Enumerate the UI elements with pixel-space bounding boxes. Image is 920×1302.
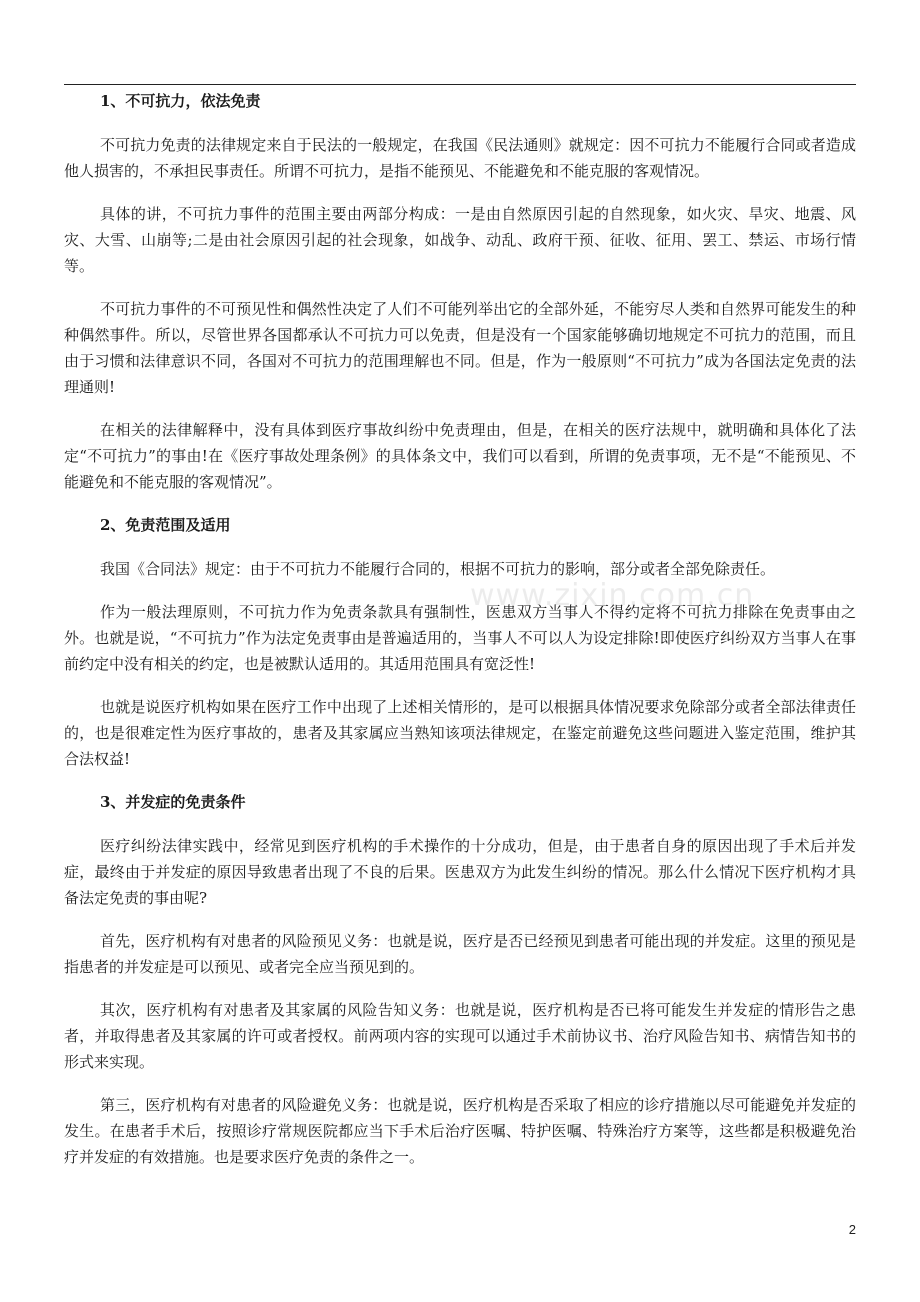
paragraph: 不可抗力免责的法律规定来自于民法的一般规定，在我国《民法通则》就规定：因不可抗力不能履行合同或者造成他人损害的，不承担民事责任。所谓不可抗力，是指不能预见、不能避免和不能克服的客观情况。 (64, 136, 856, 180)
paragraph: 也就是说医疗机构如果在医疗工作中出现了上述相关情形的，是可以根据具体情况要求免除部分或者全部法律责任的，也是很难定性为医疗事故的，患者及其家属应当熟知该项法律规定，在鉴定前避免这些问题进入鉴定范围，维护其合法权益! (64, 698, 856, 768)
page-number: 2 (848, 1222, 856, 1237)
paragraph: 医疗纠纷法律实践中，经常见到医疗机构的手术操作的十分成功，但是，由于患者自身的原因出现了手术后并发症，最终由于并发症的原因导致患者出现了不良的后果。医患双方为此发生纠纷的情况。那么什么情况下医疗机构才具备法定免责的事由呢? (64, 837, 856, 907)
watermark: www.zixin.com.cn (470, 578, 755, 613)
paragraph: 第三，医疗机构有对患者的风险避免义务：也就是说，医疗机构是否采取了相应的诊疗措施以尽可能避免并发症的发生。在患者手术后，按照诊疗常规医院都应当下手术后治疗医嘱、特护医嘱、特殊治疗方案等，这些都是积极避免治疗并发症的有效措施。也是要求医疗免责的条件之一。 (64, 1096, 856, 1166)
paragraph: 在相关的法律解释中，没有具体到医疗事故纠纷中免责理由，但是，在相关的医疗法规中，就明确和具体化了法定“不可抗力”的事由!在《医疗事故处理条例》的具体条文中，我们可以看到，所谓的免责事项，无不是“不能预见、不能避免和不能克服的客观情况”。 (64, 421, 856, 491)
paragraph: 作为一般法理原则，不可抗力作为免责条款具有强制性，医患双方当事人不得约定将不可抗力排除在免责事由之外。也就是说，“不可抗力”作为法定免责事由是普遍适用的，当事人不可以人为设定排除!即使医疗纠纷双方当事人在事前约定中没有相关的约定，也是被默认适用的。其适用范围具有宽泛性! (64, 603, 856, 673)
paragraph: 具体的讲，不可抗力事件的范围主要由两部分构成：一是由自然原因引起的自然现象，如火灾、旱灾、地震、风灾、大雪、山崩等;二是由社会原因引起的社会现象，如战争、动乱、政府干预、征收、征用、罢工、禁运、市场行情等。 (64, 205, 856, 275)
section-heading-2: 2、免责范围及适用 (100, 516, 231, 534)
section-heading-3: 3、并发症的免责条件 (100, 793, 246, 811)
paragraph: 首先，医疗机构有对患者的风险预见义务：也就是说，医疗是否已经预见到患者可能出现的并发症。这里的预见是指患者的并发症是可以预见、或者完全应当预见到的。 (64, 932, 856, 976)
paragraph: 我国《合同法》规定：由于不可抗力不能履行合同的，根据不可抗力的影响，部分或者全部免除责任。 (100, 560, 776, 578)
paragraph: 其次，医疗机构有对患者及其家属的风险告知义务：也就是说，医疗机构是否已将可能发生并发症的情形告之患者，并取得患者及其家属的许可或者授权。前两项内容的实现可以通过手术前协议书、治疗风险告知书、病情告知书的形式来实现。 (64, 1001, 856, 1071)
paragraph: 不可抗力事件的不可预见性和偶然性决定了人们不可能列举出它的全部外延，不能穷尽人类和自然界可能发生的种种偶然事件。所以，尽管世界各国都承认不可抗力可以免责，但是没有一个国家能够确切地规定不可抗力的范围，而且由于习惯和法律意识不同，各国对不可抗力的范围理解也不同。但是，作为一般原则“不可抗力”成为各国法定免责的法理通则! (64, 300, 856, 396)
header-rule (64, 84, 856, 85)
document-body (64, 87, 856, 1187)
section-heading-1: 1、不可抗力，依法免责 (100, 92, 261, 110)
